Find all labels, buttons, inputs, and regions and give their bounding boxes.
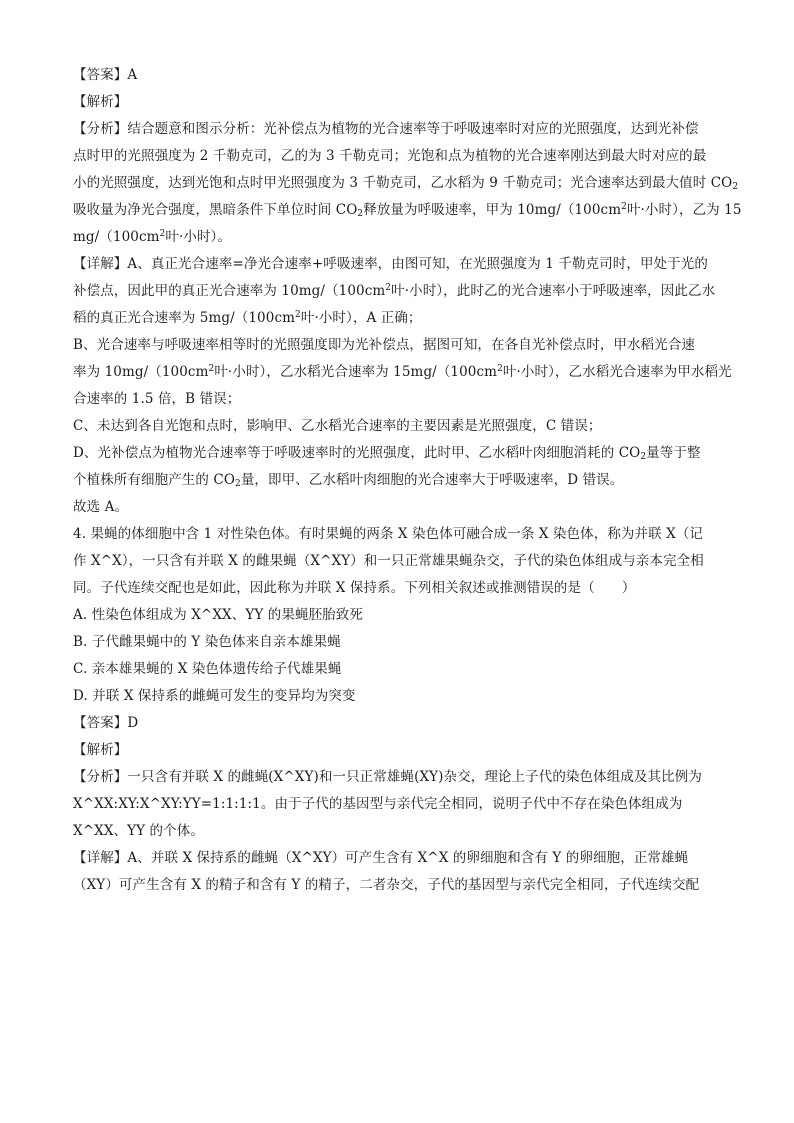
q3-detail-a-line-1: 【详解】A、真正光合速率=净光合速率+呼吸速率，由图可知，在光照强度为 1 千勒克司时，甲处于光的 — [73, 256, 708, 272]
q3-fenxi-line-3: 小的光照强度，达到光饱和点时甲光照强度为 3 千勒克司，乙水稻为 9 千勒克司；光合速率达到最大值时 $CO_2$ — [73, 175, 739, 192]
q3-fenxi-line-1: 【分析】结合题意和图示分析：光补偿点为植物的光合速率等于呼吸速率时对应的光照强度，达到光补偿 — [73, 121, 699, 137]
q3-fenxi-line-4: 吸收量为净光合强度，黑暗条件下单位时间 $CO_2$释放量为呼吸速率，甲为 $10mg/(100cm^2$叶·小时），乙为 15 — [73, 202, 742, 219]
q4-stem-line-3: 同。子代连续交配也是如此，因此称为并联 X 保持系。下列相关叙述或推测错误的是（ ） — [73, 580, 636, 596]
q3-detail-b-line-2: 率为 $10mg/(100cm^2$叶·小时），乙水稻光合速率为 $15mg/(100cm^2$叶·小时），乙水稻光合速率为甲水稻光 — [73, 364, 732, 380]
q4-answer: 【答案】D — [73, 715, 139, 731]
q3-choose: 故选 A。 — [73, 499, 129, 515]
document-content — [73, 62, 742, 899]
q3-detail-b-line-1: B、光合速率与呼吸速率相等时的光照强度即为光补偿点，据图可知，在各自光补偿点时，甲水稻光合速 — [73, 337, 696, 353]
q4-option-c: C. 亲本雄果蝇的 X 染色体遗传给子代雄果蝇 — [73, 661, 342, 677]
q3-detail-c-line-1: C、未达到各自光饱和点时，影响甲、乙水稻光合速率的主要因素是光照强度，C 错误； — [73, 418, 602, 434]
q3-detail-a-line-3: 稻的真正光合速率为 $5mg/(100cm^2$叶·小时），A 正确； — [73, 310, 422, 326]
q4-detail-line-1: 【详解】A、并联 X 保持系的雌蝇（X^XY）可产生含有 X^X 的卵细胞和含有 Y 的卵细胞，正常雄蝇 — [73, 850, 689, 866]
q4-fenxi-line-1: 【分析】一只含有并联 X 的雌蝇(X^XY)和一只正常雄蝇(XY)杂交，理论上子代的染色体组成及其比例为 — [73, 769, 702, 785]
q4-option-b: B. 子代雌果蝇中的 Y 染色体来自亲本雄果蝇 — [73, 634, 341, 650]
q3-answer: 【答案】A — [73, 67, 138, 83]
q3-detail-d-line-1: D、光补偿点为植物光合速率等于呼吸速率时的光照强度，此时甲、乙水稻叶肉细胞消耗的 $CO_2$量等于整 — [73, 445, 701, 462]
q3-fenxi-line-5: $mg/(100cm^2$叶·小时）。 — [73, 229, 232, 245]
q3-fenxi-line-2: 点时甲的光照强度为 2 千勒克司，乙的为 3 千勒克司；光饱和点为植物的光合速率刚达到最大时对应的最 — [73, 148, 707, 164]
q4-stem-line-2: 作 X^X），一只含有并联 X 的雌果蝇（X^XY）和一只正常雄果蝇杂交，子代的染色体组成与亲本完全相 — [73, 553, 704, 569]
q3-detail-a-line-2: 补偿点，因此甲的真正光合速率为 $10mg/(100cm^2$叶·小时），此时乙的光合速率小于呼吸速率，因此乙水 — [73, 283, 716, 299]
q4-option-a: A. 性染色体组成为 X^XX、YY 的果蝇胚胎致死 — [73, 607, 363, 623]
q3-detail-b-line-3: 合速率的 1.5 倍，B 错误； — [73, 391, 241, 407]
q4-fenxi-line-3: X^XX、YY 的个体。 — [73, 823, 204, 839]
q3-analysis-heading: 【解析】 — [73, 94, 128, 110]
q4-option-d: D. 并联 X 保持系的雌蝇可发生的变异均为突变 — [73, 688, 356, 704]
q4-analysis-heading: 【解析】 — [73, 742, 128, 758]
q3-detail-d-line-2: 个植株所有细胞产生的 $CO_2$量，即甲、乙水稻叶肉细胞的光合速率大于呼吸速率，D 错误。 — [73, 472, 624, 489]
q4-fenxi-line-2: X^XX:XY:X^XY:YY=1:1:1:1。由于子代的基因型与亲代完全相同，说明子代中不存在染色体组成为 — [73, 796, 683, 812]
q4-detail-line-2: （XY）可产生含有 X 的精子和含有 Y 的精子，二者杂交，子代的基因型与亲代完全相同，子代连续交配 — [73, 877, 700, 893]
q4-stem-line-1: 4. 果蝇的体细胞中含 1 对性染色体。有时果蝇的两条 X 染色体可融合成一条 X 染色体，称为并联 X（记 — [73, 526, 704, 542]
